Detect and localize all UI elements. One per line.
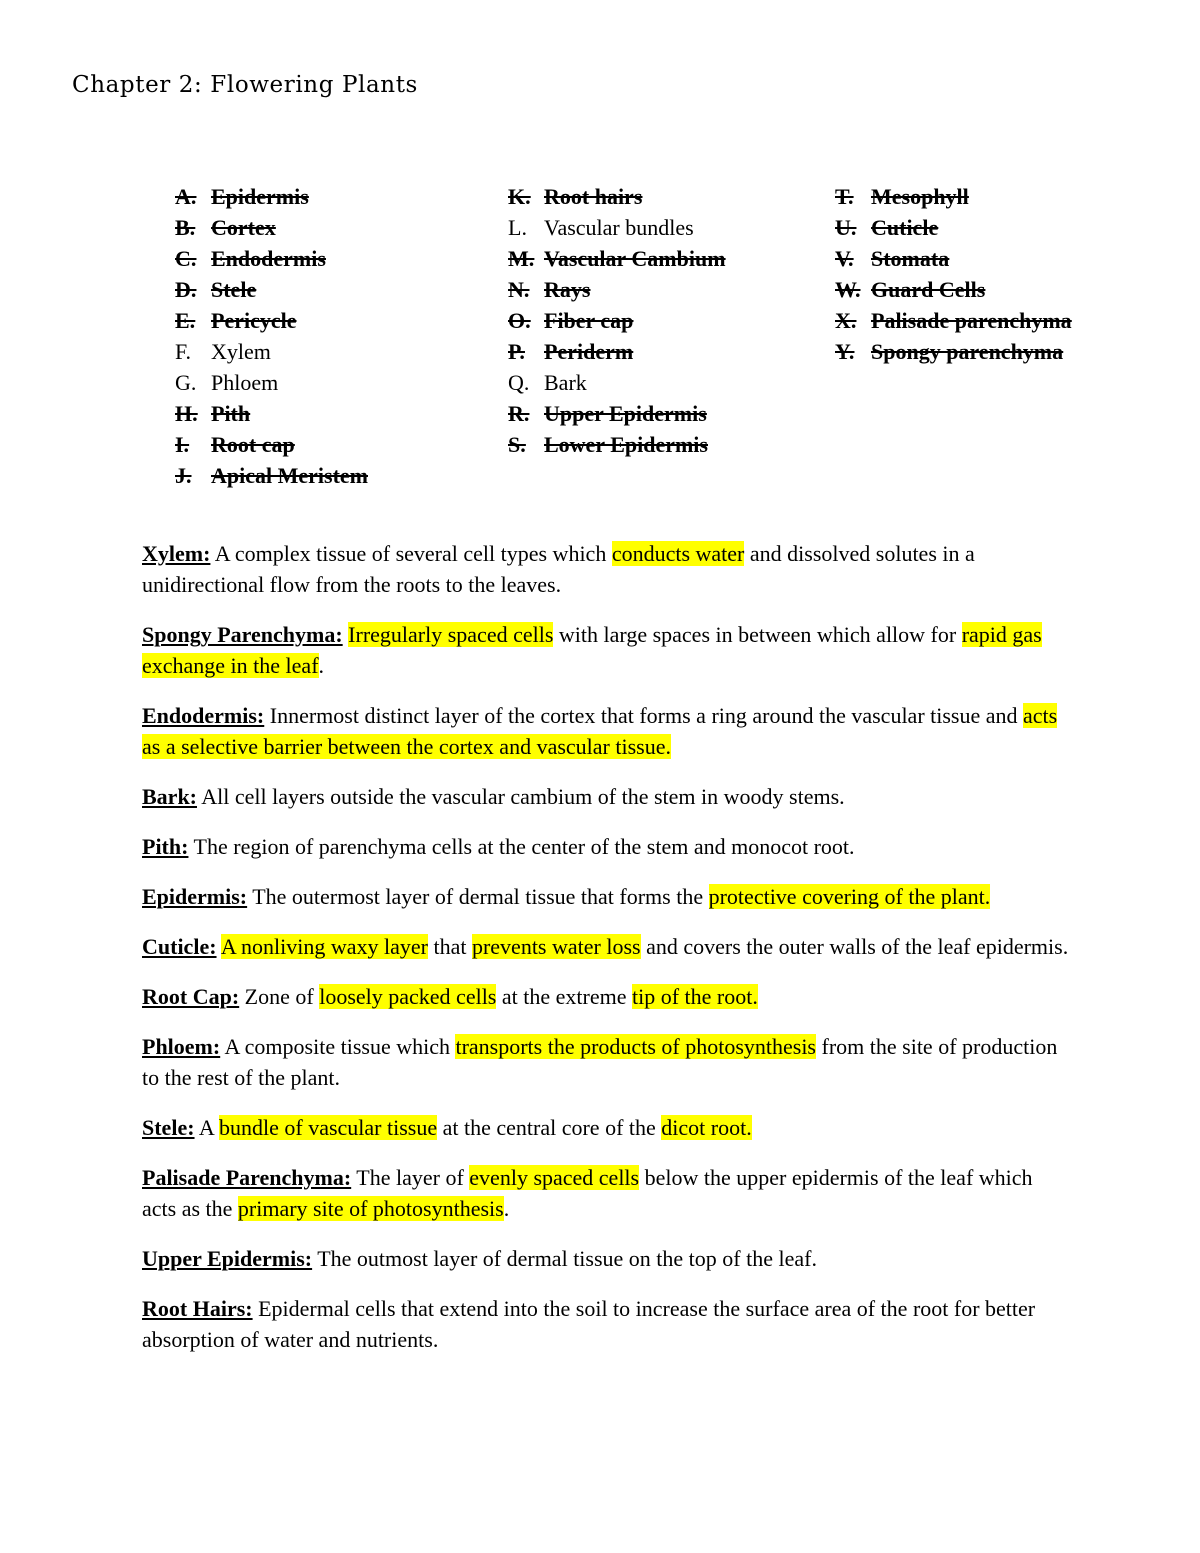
term-item xyxy=(175,305,495,336)
term-item xyxy=(508,367,808,398)
term-item xyxy=(508,336,808,367)
definition-term: Upper Epidermis: xyxy=(142,1246,313,1271)
definition-text: below the upper epidermis of the leaf which acts as the xyxy=(142,1165,1033,1221)
definition-text: that xyxy=(427,934,472,959)
term-item xyxy=(508,274,808,305)
definition-text: from the site of production to the rest of the plant. xyxy=(142,1034,1058,1090)
term-letter: W. xyxy=(835,277,861,302)
term-name: Root cap xyxy=(211,432,295,457)
definition-text: . xyxy=(503,1196,510,1221)
term-letter: M. xyxy=(508,246,535,271)
term-letter: P. xyxy=(508,339,525,364)
term-name: Periderm xyxy=(544,339,634,364)
term-name: Spongy parenchyma xyxy=(871,339,1064,364)
definition-text: The region of parenchyma cells at the center of the stem and monocot root. xyxy=(188,834,855,859)
term-letter: Y. xyxy=(835,339,855,364)
definition-text: Innermost distinct layer of the cortex that forms a ring around the vascular tissue and xyxy=(264,703,1024,728)
highlighted-text: prevents water loss xyxy=(471,934,641,959)
definition-text: A composite tissue which xyxy=(220,1034,456,1059)
term-name: Endodermis xyxy=(211,246,326,271)
term-name: Phloem xyxy=(211,370,279,395)
definition-text: . xyxy=(318,653,325,678)
definition-paragraph xyxy=(142,538,1072,600)
term-name: Fiber cap xyxy=(544,308,634,333)
definition-paragraph xyxy=(142,700,1072,762)
definition-paragraph xyxy=(142,1162,1072,1224)
term-item xyxy=(508,398,808,429)
definition-text: at the central core of the xyxy=(437,1115,662,1140)
term-letter: F. xyxy=(175,339,191,364)
term-name: Stele xyxy=(211,277,257,302)
term-name: Xylem xyxy=(211,339,271,364)
term-name: Pericycle xyxy=(211,308,297,333)
term-item xyxy=(835,243,1175,274)
term-item xyxy=(175,274,495,305)
highlighted-text: tip of the root. xyxy=(631,984,758,1009)
term-item xyxy=(175,429,495,460)
term-name: Bark xyxy=(544,370,587,395)
definition-term: Spongy Parenchyma: xyxy=(142,622,343,647)
highlighted-text: rapid gas exchange in the leaf xyxy=(142,622,1042,678)
page-title: Chapter 2: Flowering Plants xyxy=(72,72,418,98)
term-letter: Q. xyxy=(508,370,530,395)
term-letter: V. xyxy=(835,246,854,271)
term-letter: D. xyxy=(175,277,197,302)
definition-term: Bark: xyxy=(142,784,197,809)
term-item xyxy=(175,367,495,398)
definition-text: The outmost layer of dermal tissue on the top of the leaf. xyxy=(312,1246,817,1271)
definition-paragraph xyxy=(142,1243,1072,1274)
definition-paragraph xyxy=(142,881,1072,912)
term-letter: S. xyxy=(508,432,526,457)
term-letter: J. xyxy=(175,463,192,488)
definition-paragraph xyxy=(142,981,1072,1012)
term-name: Mesophyll xyxy=(871,184,969,209)
definition-text: The outermost layer of dermal tissue that forms the xyxy=(247,884,709,909)
highlighted-text: transports the products of photosynthesis xyxy=(455,1034,816,1059)
term-column-2 xyxy=(508,181,808,460)
term-name: Guard Cells xyxy=(871,277,986,302)
highlighted-text: Irregularly spaced cells xyxy=(348,622,554,647)
definition-paragraph xyxy=(142,781,1072,812)
definition-text: A complex tissue of several cell types which xyxy=(210,541,612,566)
definition-text: The layer of xyxy=(351,1165,470,1190)
definition-term: Endodermis: xyxy=(142,703,265,728)
definition-text: A xyxy=(194,1115,219,1140)
term-letter: I. xyxy=(175,432,190,457)
term-item xyxy=(508,429,808,460)
term-item xyxy=(508,243,808,274)
highlighted-text: acts as a selective barrier between the cortex and vascular tissue. xyxy=(142,703,1058,759)
definition-paragraph xyxy=(142,1031,1072,1093)
definition-text: All cell layers outside the vascular cambium of the stem in woody stems. xyxy=(197,784,845,809)
highlighted-text: dicot root. xyxy=(661,1115,752,1140)
term-name: Apical Meristem xyxy=(211,463,368,488)
term-name: Epidermis xyxy=(211,184,309,209)
term-column-3 xyxy=(835,181,1175,367)
highlighted-text: evenly spaced cells xyxy=(469,1165,640,1190)
highlighted-text: protective covering of the plant. xyxy=(708,884,991,909)
term-name: Lower Epidermis xyxy=(544,432,708,457)
definition-term: Root Hairs: xyxy=(142,1296,253,1321)
term-name: Cortex xyxy=(211,215,276,240)
term-letter: A. xyxy=(175,184,197,209)
term-letter: X. xyxy=(835,308,857,333)
definition-text: at the extreme xyxy=(496,984,632,1009)
term-name: Palisade parenchyma xyxy=(871,308,1072,333)
term-item xyxy=(175,181,495,212)
definition-paragraph xyxy=(142,931,1072,962)
term-item xyxy=(175,398,495,429)
definition-text: and covers the outer walls of the leaf epidermis. xyxy=(640,934,1069,959)
definition-text: Zone of xyxy=(239,984,320,1009)
term-name: Pith xyxy=(211,401,251,426)
term-letter: O. xyxy=(508,308,531,333)
term-item xyxy=(175,212,495,243)
term-letter: T. xyxy=(835,184,854,209)
term-item xyxy=(508,181,808,212)
term-item xyxy=(835,212,1175,243)
term-letter: B. xyxy=(175,215,196,240)
term-letter: G. xyxy=(175,370,197,395)
highlighted-text: A nonliving waxy layer xyxy=(220,934,428,959)
term-letter: U. xyxy=(835,215,857,240)
definition-term: Cuticle: xyxy=(142,934,217,959)
term-letter: C. xyxy=(175,246,197,271)
term-item xyxy=(175,336,495,367)
term-name: Cuticle xyxy=(871,215,939,240)
term-column-1 xyxy=(175,181,495,491)
definition-paragraph xyxy=(142,1112,1072,1143)
highlighted-text: primary site of photosynthesis xyxy=(237,1196,504,1221)
highlighted-text: conducts water xyxy=(611,541,745,566)
definition-paragraph xyxy=(142,619,1072,681)
term-letter: H. xyxy=(175,401,198,426)
definition-term: Pith: xyxy=(142,834,189,859)
definition-paragraph xyxy=(142,1293,1072,1355)
definition-term: Phloem: xyxy=(142,1034,221,1059)
definition-text: with large spaces in between which allow for xyxy=(553,622,962,647)
term-item xyxy=(508,212,808,243)
term-name: Upper Epidermis xyxy=(544,401,707,426)
highlighted-text: loosely packed cells xyxy=(319,984,497,1009)
term-name: Root hairs xyxy=(544,184,643,209)
definition-term: Root Cap: xyxy=(142,984,240,1009)
term-item xyxy=(508,305,808,336)
term-item xyxy=(835,181,1175,212)
term-name: Stomata xyxy=(871,246,950,271)
term-letter: R. xyxy=(508,401,530,426)
term-item xyxy=(835,305,1175,336)
definition-paragraph xyxy=(142,831,1072,862)
term-item xyxy=(835,336,1175,367)
term-letter: K. xyxy=(508,184,531,209)
term-name: Vascular bundles xyxy=(544,215,694,240)
term-item xyxy=(175,243,495,274)
definition-term: Epidermis: xyxy=(142,884,248,909)
term-item xyxy=(175,460,495,491)
definition-term: Stele: xyxy=(142,1115,195,1140)
highlighted-text: bundle of vascular tissue xyxy=(219,1115,438,1140)
term-list xyxy=(0,181,1200,501)
definition-term: Xylem: xyxy=(142,541,211,566)
definition-text: and dissolved solutes in a unidirectional flow from the roots to the leaves. xyxy=(142,541,975,597)
term-letter: E. xyxy=(175,308,196,333)
term-letter: N. xyxy=(508,277,530,302)
definitions-list xyxy=(142,538,1072,1374)
term-name: Rays xyxy=(544,277,591,302)
term-item xyxy=(835,274,1175,305)
term-name: Vascular Cambium xyxy=(544,246,726,271)
definition-text: Epidermal cells that extend into the soil to increase the surface area of the root for better absorption of water and nutrients. xyxy=(142,1296,1036,1352)
definition-term: Palisade Parenchyma: xyxy=(142,1165,352,1190)
term-letter: L. xyxy=(508,215,527,240)
